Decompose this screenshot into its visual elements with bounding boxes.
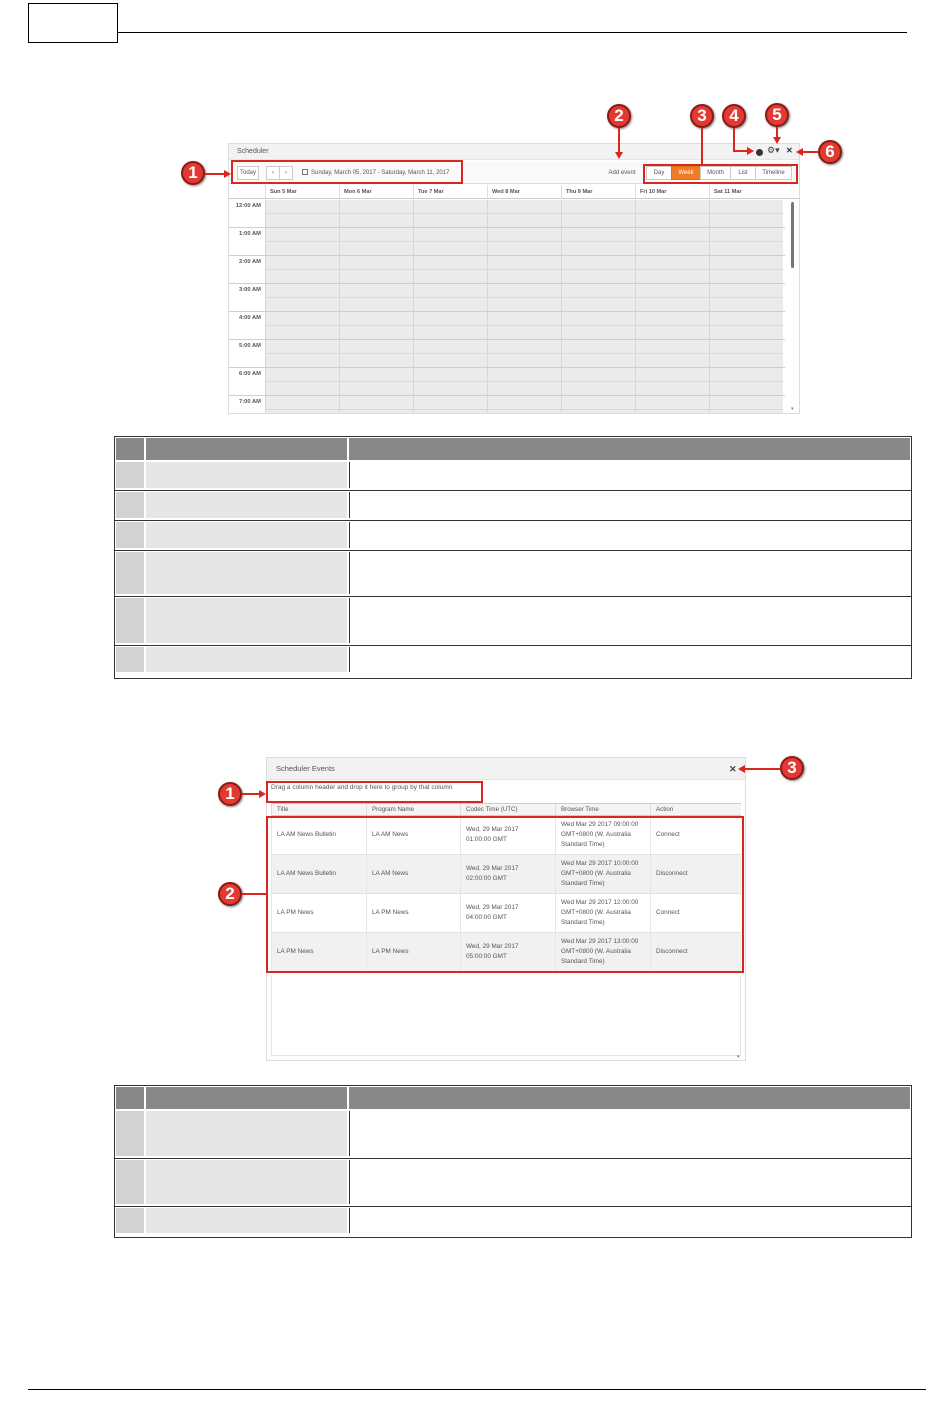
time-row [229, 368, 785, 396]
cell-title: LA AM News Bulletin [271, 855, 366, 893]
cell-program: LA AM News [366, 816, 460, 854]
day-header: Sun 5 Mar [265, 185, 339, 198]
cell-title: LA AM News Bulletin [271, 816, 366, 854]
slot-cell[interactable] [265, 256, 339, 283]
legend-row [115, 1206, 911, 1235]
day-header: Wed 8 Mar [487, 185, 561, 198]
cell-browser-time: Wed Mar 29 2017 09:00:00 GMT+0800 (W. Australia Standard Time) [555, 816, 650, 854]
cell-codec-time: Wed, 29 Mar 2017 02:00:00 GMT [460, 855, 555, 893]
cell-title: LA PM News [271, 894, 366, 932]
next-button[interactable]: › [279, 166, 293, 180]
legend-name-cell [146, 1160, 347, 1204]
time-row [229, 256, 785, 284]
legend-num-cell [116, 598, 144, 643]
cell-program: LA PM News [366, 894, 460, 932]
slot-cell[interactable] [339, 256, 413, 283]
slot-cell[interactable] [635, 228, 709, 255]
time-row [229, 200, 785, 228]
legend-header-cell [349, 1087, 910, 1109]
annotation-box-2 [266, 816, 744, 973]
legend-name-cell [146, 492, 347, 518]
slot-cell[interactable] [265, 284, 339, 311]
slot-cell[interactable] [709, 200, 783, 227]
days-header [229, 185, 799, 199]
legend-desc-cell [349, 522, 910, 548]
slot-cell[interactable] [413, 200, 487, 227]
slot-cell[interactable] [413, 256, 487, 283]
legend-desc-cell [349, 492, 910, 518]
slot-cell[interactable] [561, 256, 635, 283]
view-list-button[interactable]: List [730, 166, 756, 180]
view-timeline-button[interactable]: Timeline [755, 166, 792, 180]
legend-row [115, 550, 911, 596]
callout-arrow [744, 768, 780, 770]
legend-desc-cell [349, 462, 910, 488]
legend-num-cell [116, 522, 144, 548]
slot-cell[interactable] [709, 368, 783, 395]
cell-program: LA PM News [366, 933, 460, 971]
time-row [229, 284, 785, 312]
legend-header-cell [116, 438, 144, 460]
slot-cell[interactable] [487, 396, 561, 413]
scheduler-title: Scheduler [229, 144, 799, 160]
slot-cell[interactable] [561, 200, 635, 227]
annotation-box-3 [643, 164, 798, 184]
close-icon[interactable]: ✕ [786, 146, 793, 155]
cell-action: Connect [650, 816, 741, 854]
column-header-browser-time[interactable]: Browser Time [555, 804, 650, 815]
cell-browser-time: Wed Mar 29 2017 10:00:00 GMT+0800 (W. Australia Standard Time) [555, 855, 650, 893]
page-header-box [28, 3, 118, 43]
callout-marker: 6 [818, 140, 842, 164]
slot-cell[interactable] [635, 312, 709, 339]
callout-marker: 3 [780, 756, 804, 780]
slot-cell[interactable] [635, 368, 709, 395]
callout-arrow [733, 150, 748, 152]
view-day-button[interactable]: Day [646, 166, 672, 180]
column-header-codec-time[interactable]: Codec Time (UTC) [460, 804, 555, 815]
slot-cell[interactable] [561, 396, 635, 413]
slot-cell[interactable] [487, 228, 561, 255]
view-week-button[interactable]: Week [671, 166, 701, 180]
slot-cell[interactable] [413, 312, 487, 339]
legend-header-cell [146, 1087, 347, 1109]
week-grid [229, 200, 785, 413]
time-row [229, 340, 785, 368]
cell-browser-time: Wed Mar 29 2017 13:00:00 GMT+0800 (W. Australia Standard Time) [555, 933, 650, 971]
day-header: Mon 6 Mar [339, 185, 413, 198]
day-header: Tue 7 Mar [413, 185, 487, 198]
events-header-row [271, 804, 741, 816]
slot-cell[interactable] [413, 396, 487, 413]
scroll-down-icon[interactable]: ▾ [791, 406, 794, 412]
scroll-down-icon[interactable]: ▾ [737, 1054, 740, 1060]
slot-cell[interactable] [635, 396, 709, 413]
slot-cell[interactable] [709, 284, 783, 311]
time-label: 3:00 AM [229, 284, 265, 311]
slot-cell[interactable] [265, 396, 339, 413]
today-button[interactable]: Today [237, 166, 259, 180]
day-header: Thu 9 Mar [561, 185, 635, 198]
slot-cell[interactable] [339, 228, 413, 255]
legend-name-cell [146, 598, 347, 643]
page-header-rule [117, 32, 907, 33]
legend-row [115, 1110, 911, 1158]
callout-arrow [205, 173, 225, 175]
slot-cell[interactable] [635, 200, 709, 227]
time-row [229, 396, 785, 413]
time-label: 7:00 AM [229, 396, 265, 413]
legend-num-cell [116, 1111, 144, 1156]
column-header-title[interactable]: Title [271, 804, 366, 815]
legend-name-cell [146, 1208, 347, 1233]
legend-row [115, 490, 911, 520]
slot-cell[interactable] [635, 340, 709, 367]
events-dialog-title: Scheduler Events [267, 758, 745, 780]
cell-browser-time: Wed Mar 29 2017 12:00:00 GMT+0800 (W. Australia Standard Time) [555, 894, 650, 932]
legend-desc-cell [349, 1208, 910, 1233]
time-label: 12:00 AM [229, 200, 265, 227]
gear-icon[interactable]: ⚙▾ [767, 145, 780, 155]
slot-cell[interactable] [339, 340, 413, 367]
view-month-button[interactable]: Month [700, 166, 731, 180]
day-header: Fri 10 Mar [635, 185, 709, 198]
day-header: Sat 11 Mar [709, 185, 783, 198]
legend-header-cell [116, 1087, 144, 1109]
annotation-box-1 [231, 160, 463, 184]
time-label: 5:00 AM [229, 340, 265, 367]
callout-arrow [733, 128, 735, 151]
time-label: 6:00 AM [229, 368, 265, 395]
slot-cell[interactable] [413, 228, 487, 255]
column-header-program[interactable]: Program Name [366, 804, 460, 815]
slot-cell[interactable] [635, 256, 709, 283]
callout-arrow [242, 793, 260, 795]
slot-cell[interactable] [339, 396, 413, 413]
slot-cell[interactable] [709, 340, 783, 367]
slot-cell[interactable] [413, 368, 487, 395]
legend-desc-cell [349, 647, 910, 672]
slot-cell[interactable] [561, 228, 635, 255]
legend-desc-cell [349, 552, 910, 594]
legend-table-1 [114, 436, 912, 679]
callout-marker: 3 [690, 104, 714, 128]
callout-arrow [802, 151, 818, 153]
legend-header-row [115, 437, 911, 461]
time-row [229, 312, 785, 340]
add-event-button[interactable]: Add event [608, 170, 636, 176]
cell-action: Disconnect [650, 855, 741, 893]
slot-cell[interactable] [413, 284, 487, 311]
legend-header-cell [146, 438, 347, 460]
arrowhead [615, 152, 623, 159]
slot-cell[interactable] [635, 284, 709, 311]
slot-cell[interactable] [709, 256, 783, 283]
legend-name-cell [146, 522, 347, 548]
legend-num-cell [116, 552, 144, 594]
callout-arrow [618, 128, 620, 153]
legend-row [115, 596, 911, 645]
cell-codec-time: Wed, 29 Mar 2017 05:00:00 GMT [460, 933, 555, 971]
legend-name-cell [146, 647, 347, 672]
time-label: 2:00 AM [229, 256, 265, 283]
slot-cell[interactable] [709, 396, 783, 413]
slot-cell[interactable] [339, 200, 413, 227]
scrollbar-thumb[interactable] [791, 202, 794, 268]
arrowhead [224, 170, 231, 178]
time-label: 1:00 AM [229, 228, 265, 255]
legend-num-cell [116, 1208, 144, 1233]
legend-num-cell [116, 492, 144, 518]
callout-marker: 4 [722, 104, 746, 128]
slot-cell[interactable] [339, 368, 413, 395]
cell-codec-time: Wed, 29 Mar 2017 04:00:00 GMT [460, 894, 555, 932]
slot-cell[interactable] [265, 312, 339, 339]
callout-marker: 5 [765, 103, 789, 127]
slot-cell[interactable] [487, 368, 561, 395]
legend-desc-cell [349, 1111, 910, 1156]
annotation-box-1 [266, 781, 483, 803]
legend-row [115, 520, 911, 550]
arrowhead [747, 147, 754, 155]
slot-cell[interactable] [487, 200, 561, 227]
callout-arrow [242, 893, 266, 895]
slot-cell[interactable] [561, 284, 635, 311]
slot-cell[interactable] [487, 284, 561, 311]
slot-cell[interactable] [561, 312, 635, 339]
slot-cell[interactable] [487, 340, 561, 367]
legend-name-cell [146, 1111, 347, 1156]
close-icon[interactable]: ✕ [729, 764, 737, 774]
date-range-label: Sunday, March 05, 2017 - Saturday, March 11, 2017 [311, 170, 450, 176]
legend-num-cell [116, 647, 144, 672]
slot-cell[interactable] [339, 284, 413, 311]
legend-header-row [115, 1086, 911, 1110]
legend-num-cell [116, 462, 144, 488]
legend-row [115, 645, 911, 674]
slot-cell[interactable] [265, 368, 339, 395]
legend-row [115, 461, 911, 490]
arrowhead [738, 765, 745, 773]
slot-cell[interactable] [413, 340, 487, 367]
callout-marker: 2 [607, 104, 631, 128]
slot-cell[interactable] [709, 312, 783, 339]
legend-desc-cell [349, 598, 910, 643]
slot-cell[interactable] [265, 228, 339, 255]
cell-program: LA AM News [366, 855, 460, 893]
page-footer-rule [28, 1389, 926, 1390]
callout-arrow [701, 128, 703, 164]
time-label: 4:00 AM [229, 312, 265, 339]
slot-cell[interactable] [561, 368, 635, 395]
callout-marker: 1 [181, 161, 205, 185]
slot-cell[interactable] [709, 228, 783, 255]
arrowhead [796, 148, 803, 156]
previous-button[interactable]: ‹ [266, 166, 280, 180]
callout-marker: 1 [218, 782, 242, 806]
group-by-hint[interactable]: Drag a column header and drop it here to group by that column [271, 784, 453, 791]
slot-cell[interactable] [265, 200, 339, 227]
info-icon[interactable] [756, 149, 763, 156]
legend-header-cell [349, 438, 910, 460]
cell-codec-time: Wed, 29 Mar 2017 01:00:00 GMT [460, 816, 555, 854]
arrowhead [773, 137, 781, 144]
cell-action: Connect [650, 894, 741, 932]
legend-row [115, 1158, 911, 1206]
slot-cell[interactable] [561, 340, 635, 367]
callout-marker: 2 [218, 882, 242, 906]
slot-cell[interactable] [265, 340, 339, 367]
time-row [229, 228, 785, 256]
cell-title: LA PM News [271, 933, 366, 971]
slot-cell[interactable] [487, 256, 561, 283]
legend-num-cell [116, 1160, 144, 1204]
legend-name-cell [146, 462, 347, 488]
legend-table-2 [114, 1085, 912, 1238]
arrowhead [259, 790, 266, 798]
column-header-action[interactable]: Action [650, 804, 741, 815]
slot-cell[interactable] [487, 312, 561, 339]
legend-desc-cell [349, 1160, 910, 1204]
slot-cell[interactable] [339, 312, 413, 339]
events-empty-area [271, 976, 741, 1056]
time-gutter-header [229, 185, 265, 198]
legend-name-cell [146, 552, 347, 594]
cell-action: Disconnect [650, 933, 741, 971]
